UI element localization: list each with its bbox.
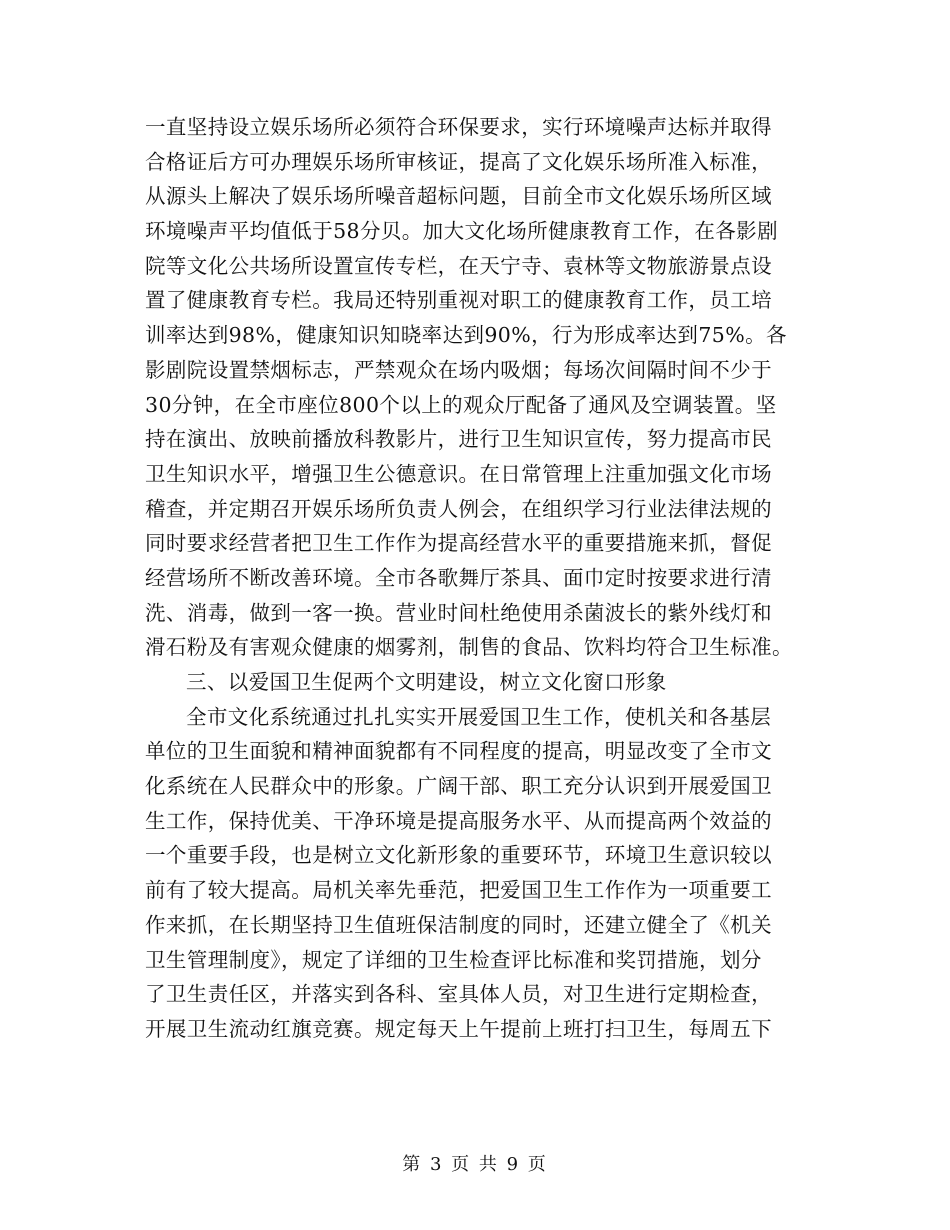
text-line: 院等文化公共场所设置宣传专栏，在天宁寺、袁林等文物旅游景点设 xyxy=(145,253,772,278)
text-line: 合格证后方可办理娱乐场所审核证，提高了文化娱乐场所准入标准， xyxy=(145,149,772,174)
text-line: 同时要求经营者把卫生工作作为提高经营水平的重要措施来抓，督促 xyxy=(145,531,772,556)
text-line: 置了健康教育专栏。我局还特别重视对职工的健康教育工作，员工培 xyxy=(145,288,772,313)
text-line: 30分钟，在全市座位800个以上的观众厅配备了通风及空调装置。坚 xyxy=(145,392,777,417)
text-line: 稽查，并定期召开娱乐场所负责人例会，在组织学习行业法律法规的 xyxy=(145,496,772,521)
text-line: 持在演出、放映前播放科教影片，进行卫生知识宣传，努力提高市民 xyxy=(145,427,772,452)
text-line: 一直坚持设立娱乐场所必须符合环保要求，实行环境噪声达标并取得 xyxy=(145,115,772,139)
text-line: 从源头上解决了娱乐场所噪音超标问题，目前全市文化娱乐场所区域 xyxy=(145,184,772,209)
text-line: 一个重要手段，也是树立文化新形象的重要环节，环境卫生意识较以 xyxy=(145,843,772,868)
text-line: 化系统在人民群众中的形象。广阔干部、职工充分认识到开展爱国卫 xyxy=(145,774,772,799)
text-line: 影剧院设置禁烟标志，严禁观众在场内吸烟；每场次间隔时间不少于 xyxy=(145,357,772,382)
text-line: 洗、消毒，做到一客一换。营业时间杜绝使用杀菌波长的紫外线灯和 xyxy=(145,600,772,625)
text-line: 开展卫生流动红旗竞赛。规定每天上午提前上班打扫卫生，每周五下 xyxy=(145,1016,772,1041)
body-text xyxy=(145,110,801,1047)
section-heading: 三、以爱国卫生促两个文明建设，树立文化窗口形象 xyxy=(186,670,667,694)
page-number-footer: 第 3 页 共 9 页 xyxy=(402,1154,548,1175)
text-line: 训率达到98%，健康知识知晓率达到90%，行为形成率达到75%。各 xyxy=(145,323,787,348)
text-line: 了卫生责任区，并落实到各科、室具体人员，对卫生进行定期检查， xyxy=(145,982,772,1007)
text-line: 卫生知识水平，增强卫生公德意识。在日常管理上注重加强文化市场 xyxy=(145,461,772,486)
text-line: 滑石粉及有害观众健康的烟雾剂，制售的食品、饮料均符合卫生标准。 xyxy=(145,635,793,660)
text-line: 作来抓，在长期坚持卫生值班保洁制度的同时，还建立健全了《机关 xyxy=(145,912,772,937)
text-line: 前有了较大提高。局机关率先垂范，把爱国卫生工作作为一项重要工 xyxy=(145,878,772,903)
text-line: 生工作，保持优美、干净环境是提高服务水平、从而提高两个效益的 xyxy=(145,808,772,833)
text-line: 卫生管理制度》，规定了详细的卫生检查评比标准和奖罚措施，划分 xyxy=(145,947,762,972)
text-line: 经营场所不断改善环境。全市各歌舞厅茶具、面巾定时按要求进行清 xyxy=(145,565,772,590)
text-line: 环境噪声平均值低于58分贝。加大文化场所健康教育工作，在各影剧 xyxy=(145,219,778,244)
text-line: 单位的卫生面貌和精神面貌都有不同程度的提高，明显改变了全市文 xyxy=(145,739,772,764)
text-line: 全市文化系统通过扎扎实实开展爱国卫生工作，使机关和各基层 xyxy=(186,704,772,729)
